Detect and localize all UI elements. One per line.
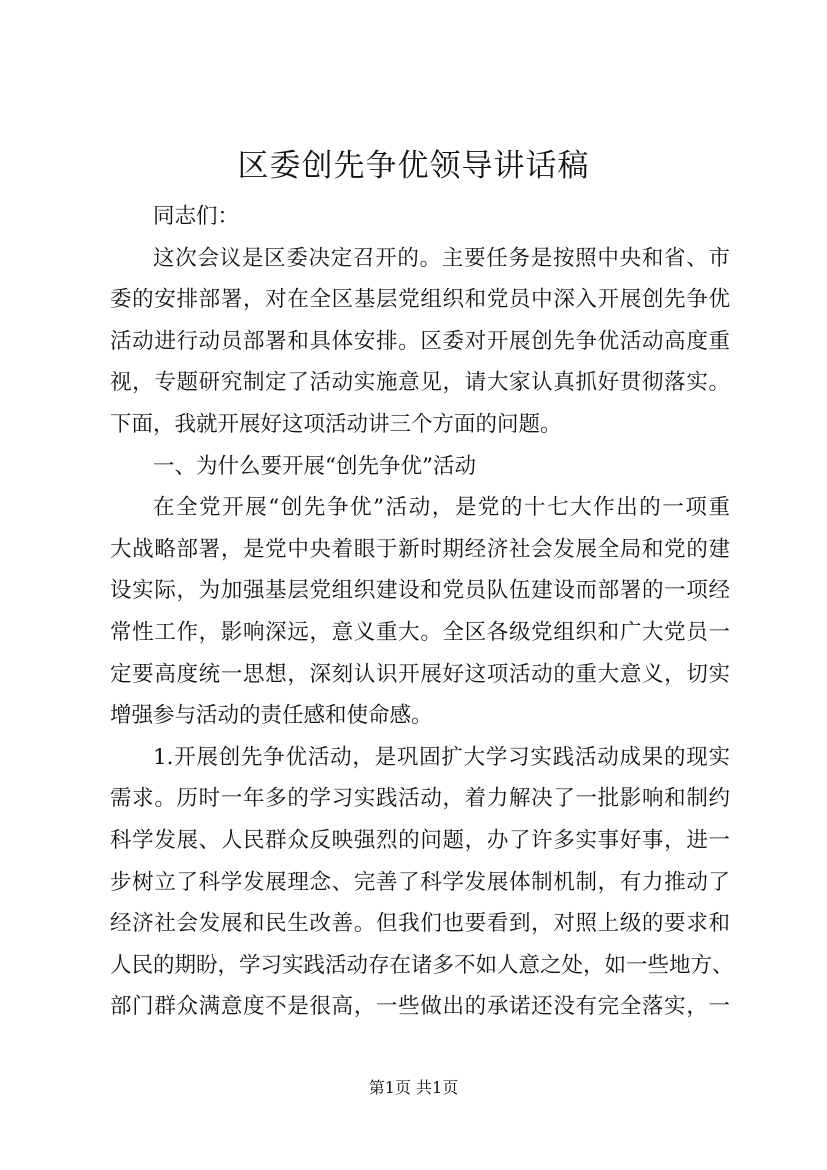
text-line: 需求。历时一年多的学习实践活动，着力解决了一批影响和制约: [110, 786, 730, 812]
text-line: 视，专题研究制定了活动实施意见，请大家认真抓好贯彻落实。: [110, 370, 730, 396]
text-line: 部门群众满意度不是很高，一些做出的承诺还没有完全落实，一: [110, 994, 730, 1020]
text-line: 定要高度统一思想，深刻认识开展好这项活动的重大意义，切实: [110, 661, 730, 687]
text-line: 下面，我就开展好这项活动讲三个方面的问题。: [110, 411, 562, 437]
text-line: 这次会议是区委决定召开的。主要任务是按照中央和省、市: [153, 245, 730, 271]
text-line: 常性工作，影响深远，意义重大。全区各级党组织和广大党员一: [110, 619, 730, 645]
page-number-footer: 第1页 共1页: [368, 1078, 459, 1097]
text-line: 1.开展创先争优活动，是巩固扩大学习实践活动成果的现实: [153, 744, 730, 770]
text-line: 经济社会发展和民生改善。但我们也要看到，对照上级的要求和: [110, 911, 730, 937]
text-line: 步树立了科学发展理念、完善了科学发展体制机制，有力推动了: [110, 869, 730, 895]
text-line: 在全党开展“创先争优”活动，是党的十七大作出的一项重: [153, 495, 730, 521]
document-title: 区委创先争优领导讲话稿: [237, 148, 590, 184]
text-line: 设实际，为加强基层党组织建设和党员队伍建设而部署的一项经: [110, 578, 730, 604]
text-line: 同志们：: [153, 204, 240, 229]
section-heading: 一、为什么要开展“创先争优”活动: [153, 453, 476, 479]
text-line: 活动进行动员部署和具体安排。区委对开展创先争优活动高度重: [110, 328, 730, 354]
text-line: 大战略部署，是党中央着眼于新时期经济社会发展全局和党的建: [110, 536, 730, 562]
document-body: [110, 196, 734, 1028]
text-line: 人民的期盼，学习实践活动存在诸多不如人意之处，如一些地方、: [110, 952, 734, 978]
text-line: 委的安排部署，对在全区基层党组织和党员中深入开展创先争优: [110, 287, 730, 313]
text-line: 科学发展、人民群众反映强烈的问题，办了许多实事好事，进一: [110, 827, 730, 853]
text-line: 增强参与活动的责任感和使命感。: [110, 703, 433, 729]
